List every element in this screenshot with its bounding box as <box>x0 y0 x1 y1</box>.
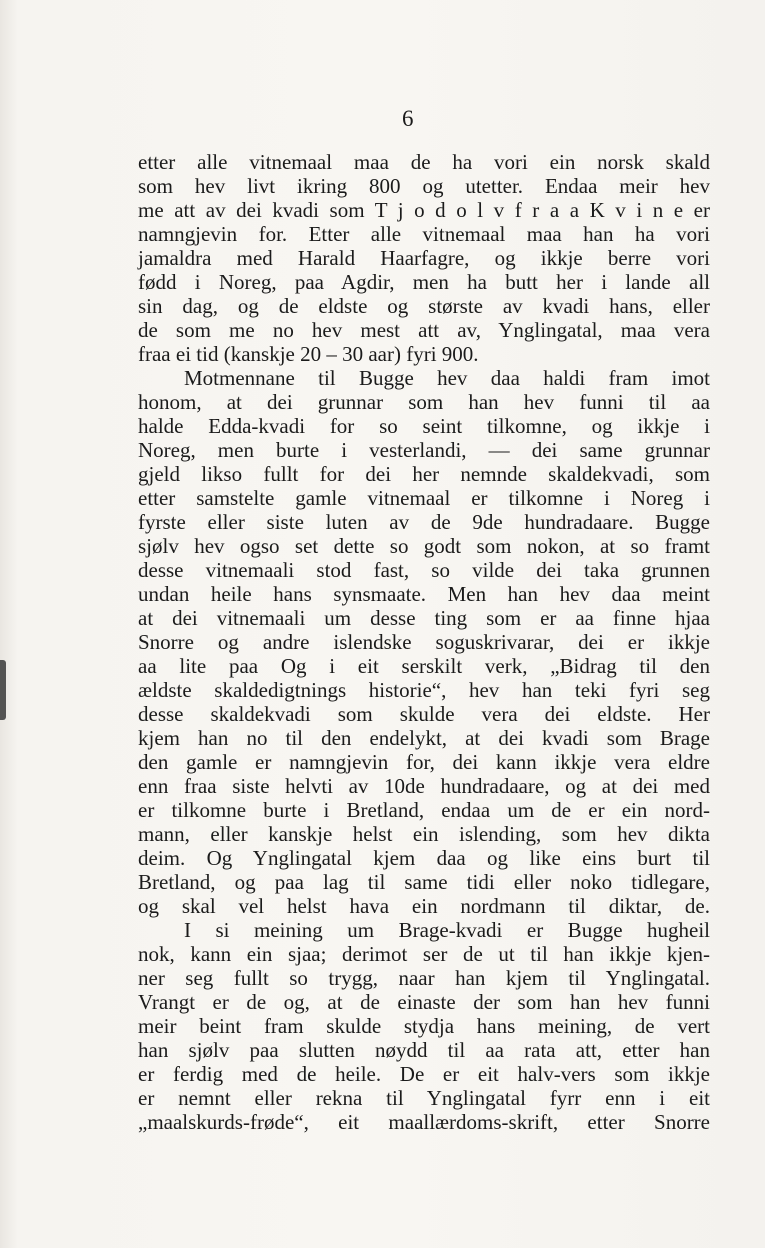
text-line-39: er ferdig med de heile. De er eit halv-vers som ikkje <box>138 1062 710 1086</box>
text-line-23: ældste skaldedigtnings historie“, hev han teki fyri seg <box>138 678 710 702</box>
text-line-27: enn fraa siste helvti av 10de hundradaare, og at dei med <box>138 774 710 798</box>
text-line-1: etter alle vitnemaal maa de ha vori ein norsk skald <box>138 150 710 174</box>
text-line-24: desse skaldekvadi som skulde vera dei eldste. Her <box>138 702 710 726</box>
text-line-13: Noreg, men burte i vesterlandi, — dei same grunnar <box>138 438 710 462</box>
text-line-21: Snorre og andre islendske soguskrivarar, dei er ikkje <box>138 630 710 654</box>
text-line-36: Vrangt er de og, at de einaste der som han hev funni <box>138 990 710 1014</box>
text-line-2: som hev livt ikring 800 og utetter. Endaa meir hev <box>138 174 710 198</box>
text-line-4: namngjevin for. Etter alle vitnemaal maa han ha vori <box>138 222 710 246</box>
text-line-15: etter samstelte gamle vitnemaal er tilkomne i Noreg i <box>138 486 710 510</box>
text-line-40: er nemnt eller rekna til Ynglingatal fyrr enn i eit <box>138 1086 710 1110</box>
text-line-28: er tilkomne burte i Bretland, endaa um de er ein nord- <box>138 798 710 822</box>
text-line-22: aa lite paa Og i eit serskilt verk, „Bidrag til den <box>138 654 710 678</box>
text-line-7: sin dag, og de eldste og største av kvadi hans, eller <box>138 294 710 318</box>
text-line-11: honom, at dei grunnar som han hev funni til aa <box>138 390 710 414</box>
text-line-41: „maalskurds-frøde“, eit maallærdoms-skrift, etter Snorre <box>138 1110 710 1134</box>
text-line-6: fødd i Noreg, paa Agdir, men ha butt her i lande all <box>138 270 710 294</box>
text-line-26: den gamle er namngjevin for, dei kann ikkje vera eldre <box>138 750 710 774</box>
text-line-9: fraa ei tid (kanskje 20 – 30 aar) fyri 900. <box>138 342 479 366</box>
binding-mark <box>0 660 6 720</box>
text-line-31: Bretland, og paa lag til same tidi eller noko tidlegare, <box>138 870 710 894</box>
text-line-17: sjølv hev ogso set dette so godt som nokon, at so framt <box>138 534 710 558</box>
text-line-34: nok, kann ein sjaa; derimot ser de ut til han ikkje kjen- <box>138 942 710 966</box>
text-line-12: halde Edda-kvadi for so seint tilkomne, og ikkje i <box>138 414 710 438</box>
text-line-25: kjem han no til den endelykt, at dei kvadi som Brage <box>138 726 710 750</box>
text-line-10: Motmennane til Bugge hev daa haldi fram imot <box>184 366 710 390</box>
text-line-3: me att av dei kvadi som T j o d o l v f r a a K v i n e er <box>138 198 710 222</box>
page-number: 6 <box>402 106 414 131</box>
text-line-35: ner seg fullt so trygg, naar han kjem til Ynglingatal. <box>138 966 710 990</box>
text-line-32: og skal vel helst hava ein nordmann til diktar, de. <box>138 894 710 918</box>
text-line-29: mann, eller kanskje helst ein islending, som hev dikta <box>138 822 710 846</box>
text-line-18: desse vitnemaali stod fast, so vilde dei taka grunnen <box>138 558 710 582</box>
text-line-30: deim. Og Ynglingatal kjem daa og like eins burt til <box>138 846 710 870</box>
text-line-38: han sjølv paa slutten nøydd til aa rata att, etter han <box>138 1038 710 1062</box>
text-line-16: fyrste eller siste luten av de 9de hundradaare. Bugge <box>138 510 710 534</box>
text-line-14: gjeld likso fullt for dei her nemnde skaldekvadi, som <box>138 462 710 486</box>
text-line-20: at dei vitnemaali um desse ting som er aa finne hjaa <box>138 606 710 630</box>
text-line-19: undan heile hans synsmaate. Men han hev daa meint <box>138 582 710 606</box>
text-line-37: meir beint fram skulde stydja hans meining, de vert <box>138 1014 710 1038</box>
text-line-8: de som me no hev mest att av, Ynglingatal, maa vera <box>138 318 710 342</box>
text-line-33: I si meining um Brage-kvadi er Bugge hugheil <box>184 918 710 942</box>
text-line-5: jamaldra med Harald Haarfagre, og ikkje berre vori <box>138 246 710 270</box>
